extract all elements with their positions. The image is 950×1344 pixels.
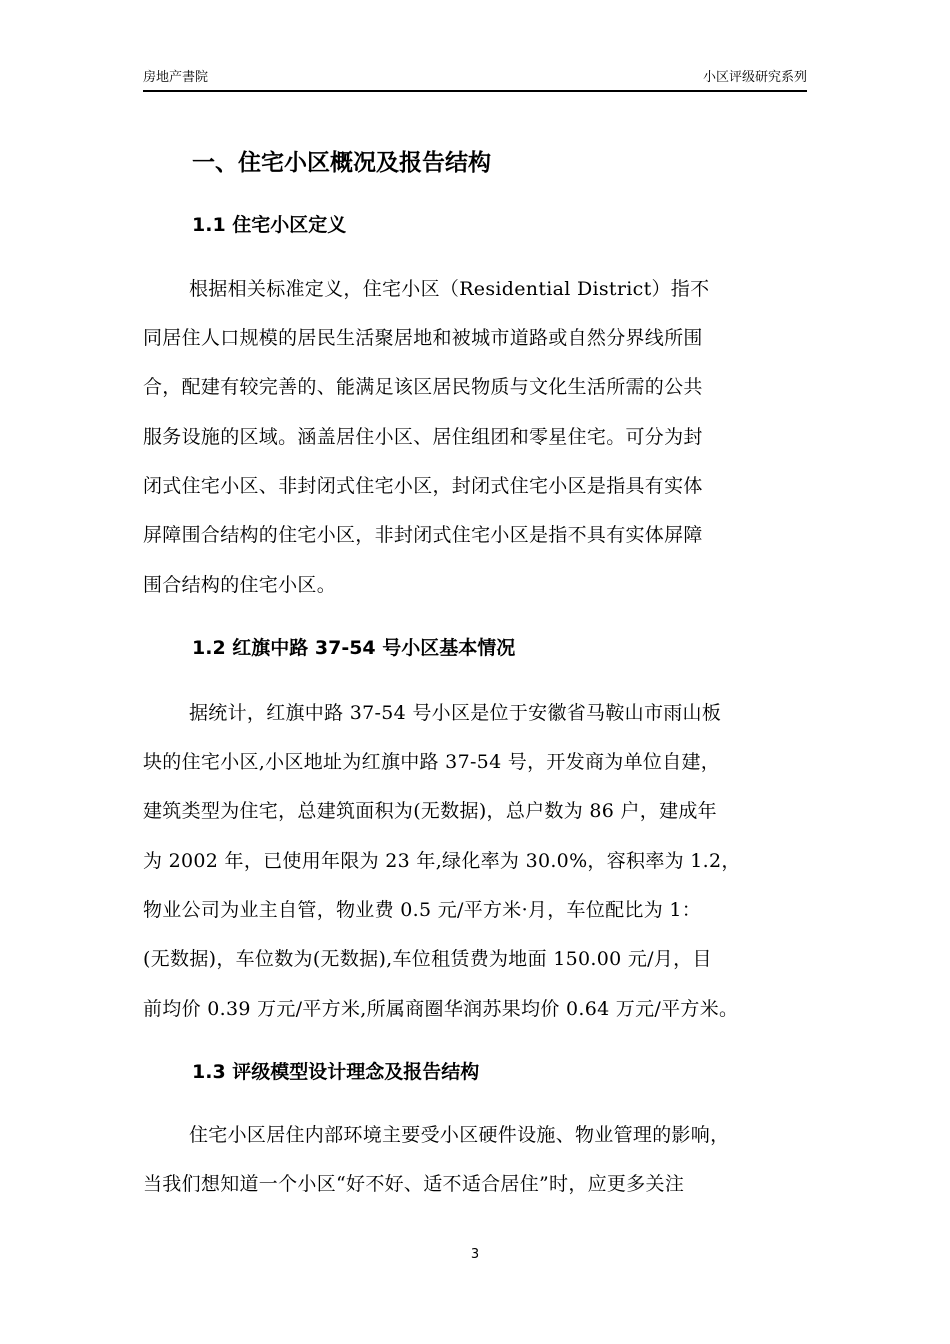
paragraph-line: 合，配建有较完善的、能满足该区居民物质与文化生活所需的公共 — [143, 376, 703, 398]
paragraph-line: 前均价 0.39 万元/平方米,所属商圈华润苏果均价 0.64 万元/平方米。 — [143, 998, 739, 1020]
header-series-title: 小区评级研究系列 — [702, 70, 807, 85]
paragraph-line: 围合结构的住宅小区。 — [143, 574, 337, 596]
paragraph-line: 闭式住宅小区、非封闭式住宅小区，封闭式住宅小区是指具有实体 — [143, 475, 703, 497]
paragraph-line: 根据相关标准定义，住宅小区（Residential District）指不 — [189, 278, 710, 300]
paragraph-line: 物业公司为业主自管，物业费 0.5 元/平方米·月，车位配比为 1： — [143, 899, 702, 921]
page-number: 3 — [470, 1247, 480, 1262]
paragraph-line: 当我们想知道一个小区“好不好、适不适合居住”时，应更多关注 — [143, 1173, 685, 1195]
section-heading-1-2: 1.2 红旗中路 37-54 号小区基本情况 — [192, 637, 516, 659]
paragraph-line: 服务设施的区域。涵盖居住小区、居住组团和零星住宅。可分为封 — [143, 426, 703, 448]
chapter-title: 一、住宅小区概况及报告结构 — [192, 150, 491, 176]
page-header — [143, 70, 807, 92]
section-heading-1-1: 1.1 住宅小区定义 — [192, 214, 347, 236]
header-publisher: 房地产書院 — [143, 70, 209, 85]
paragraph-line: 屏障围合结构的住宅小区，非封闭式住宅小区是指不具有实体屏障 — [143, 524, 703, 546]
paragraph-line: 为 2002 年，已使用年限为 23 年,绿化率为 30.0%，容积率为 1.2， — [143, 850, 741, 872]
paragraph-line: 建筑类型为住宅，总建筑面积为(无数据)，总户数为 86 户，建成年 — [143, 800, 717, 822]
paragraph-line: 同居住人口规模的居民生活聚居地和被城市道路或自然分界线所围 — [143, 327, 703, 349]
paragraph-line: (无数据)，车位数为(无数据),车位租赁费为地面 150.00 元/月，目 — [143, 948, 712, 970]
paragraph-line: 据统计，红旗中路 37-54 号小区是位于安徽省马鞍山市雨山板 — [189, 702, 722, 724]
paragraph-line: 块的住宅小区,小区地址为红旗中路 37-54 号，开发商为单位自建， — [143, 751, 721, 773]
section-heading-1-3: 1.3 评级模型设计理念及报告结构 — [192, 1061, 480, 1083]
paragraph-line: 住宅小区居住内部环境主要受小区硬件设施、物业管理的影响， — [189, 1124, 730, 1146]
